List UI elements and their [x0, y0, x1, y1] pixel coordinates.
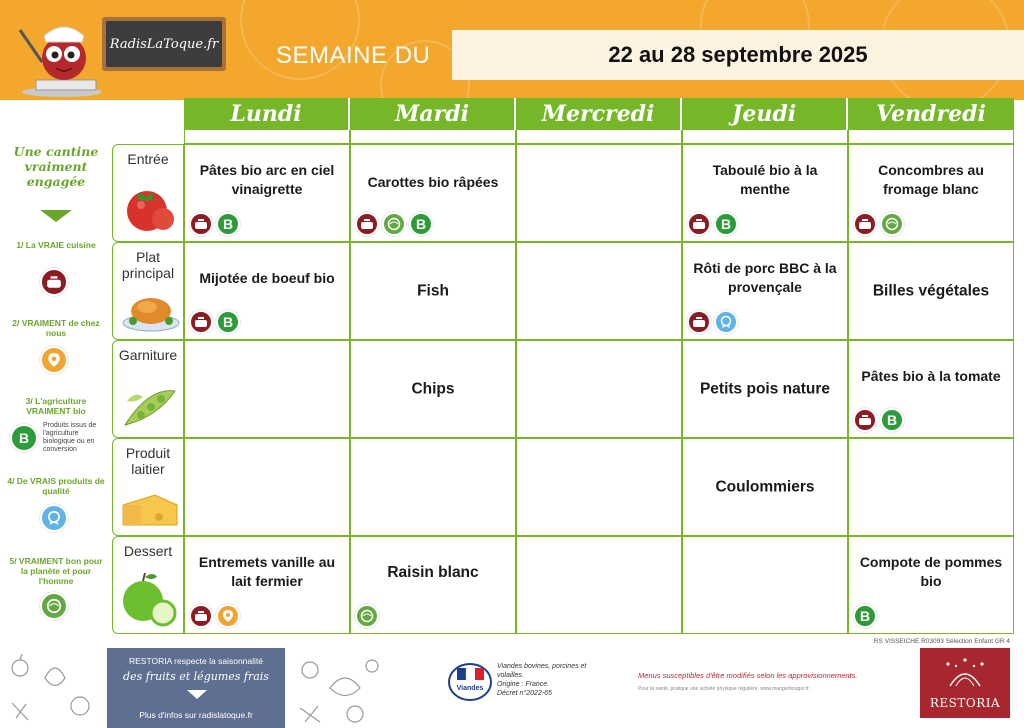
pot-icon: [687, 212, 711, 236]
quality-medal-icon: [714, 310, 738, 334]
menu-cell-lundi-dessert: [184, 536, 350, 634]
dish-name: Billes végétales: [872, 282, 990, 300]
day-spacer: [682, 130, 848, 144]
chevron-down-icon: [187, 690, 207, 699]
dish-name: Mijotée de boeuf bio: [199, 270, 335, 286]
planet-icon: [40, 592, 68, 620]
day-spacer: [350, 130, 516, 144]
day-header-mercredi: Mercredi: [516, 98, 682, 130]
pot-icon: [853, 408, 877, 432]
menu-cell-jeudi-garniture: [682, 340, 848, 438]
menu-cell-mardi-plat: [350, 242, 516, 340]
badge-row: [189, 310, 240, 334]
week-dates-box: [452, 30, 1024, 80]
cheese-icon: [121, 491, 179, 529]
dish-name: Raisin blanc: [387, 564, 479, 581]
quality-medal-icon: [40, 504, 68, 532]
menu-cell-mercredi-plat: [516, 242, 682, 340]
legend-item-qualite: 4/ De VRAIS produits de qualité: [7, 476, 105, 496]
pot-icon: [687, 310, 711, 334]
menu-cell-lundi-entree: [184, 144, 350, 242]
menu-change-notice: Menus susceptibles d'être modifiés selon les approvisionnements.: [638, 671, 858, 680]
brand-logo[interactable]: [102, 17, 226, 71]
restoria-logo: [920, 648, 1010, 718]
badge-row: [687, 212, 738, 236]
bio-b-icon: B: [409, 212, 433, 236]
menu-cell-mardi-entree: [350, 144, 516, 242]
menu-cell-mardi-laitier: [350, 438, 516, 536]
tomato-icon: [121, 177, 177, 235]
menu-cell-jeudi-dessert: [682, 536, 848, 634]
category-label: Entrée: [127, 151, 169, 167]
seasonality-link[interactable]: Plus d'infos sur radislatoque.fr: [139, 710, 253, 720]
seasonality-line1: RESTORIA respecte la saisonnalité: [128, 656, 264, 666]
menu-cell-jeudi-laitier: [682, 438, 848, 536]
menu-cell-vendredi-garniture: [848, 340, 1014, 438]
pot-icon: [40, 268, 68, 296]
dish-name: Taboulé bio à la menthe: [712, 162, 818, 197]
category-label: Produit laitier: [125, 445, 171, 477]
meat-origin-line: Viandes bovines, porcines et volailles.: [497, 663, 587, 679]
header-banner: [0, 0, 1024, 100]
menu-cell-vendredi-laitier: [848, 438, 1014, 536]
meat-origin-line: Origine : France.: [497, 681, 550, 688]
week-label: SEMAINE DU: [276, 42, 431, 69]
menu-cell-lundi-garniture: [184, 340, 350, 438]
badge-row: [355, 604, 379, 628]
menu-cell-jeudi-plat: [682, 242, 848, 340]
menu-cell-mardi-dessert: [350, 536, 516, 634]
day-header-mardi: Mardi: [350, 98, 516, 130]
badge-row: [355, 212, 433, 236]
dish-name: Chips: [411, 380, 455, 398]
brand-logo-text: RadisLaToque.fr: [109, 36, 219, 52]
day-spacer: [516, 130, 682, 144]
menu-cell-mercredi-entree: [516, 144, 682, 242]
menu-cell-jeudi-entree: [682, 144, 848, 242]
seasonality-line2: des fruits et légumes frais: [123, 670, 269, 683]
category-label: Dessert: [123, 543, 173, 559]
dish-name: Fish: [417, 282, 449, 300]
dish-name: Carottes bio râpées: [367, 174, 499, 190]
legend-item-planete: 5/ VRAIMENT bon pour la planète et pour l'homme: [9, 556, 103, 586]
day-spacer: [184, 130, 350, 144]
health-notice[interactable]: Pour ta santé, pratique une activité physique régulière. www.mangerbouger.fr.: [638, 686, 811, 692]
week-dates: 22 au 28 septembre 2025: [608, 42, 868, 67]
dish-name: Pâtes bio arc en ciel vinaigrette: [199, 162, 335, 197]
badge-row: [853, 604, 877, 628]
legend-item-cuisine: 1/ La VRAIE cuisine: [16, 240, 96, 250]
day-header-jeudi: Jeudi: [682, 98, 848, 130]
pot-icon: [189, 212, 213, 236]
category-dessert: [112, 536, 184, 634]
category-produit-laitier: [112, 438, 184, 536]
restoria-name: RESTORIA: [929, 696, 1001, 710]
menu-cell-lundi-plat: [184, 242, 350, 340]
apple-icon: [121, 571, 179, 627]
chef-mascot-icon: [14, 22, 104, 98]
menu-cell-vendredi-entree: [848, 144, 1014, 242]
bio-b-icon: B: [216, 310, 240, 334]
pot-icon: [853, 212, 877, 236]
dish-name: Pâtes bio à la tomate: [861, 368, 1001, 384]
day-spacer: [848, 130, 1014, 144]
menu-cell-vendredi-dessert: [848, 536, 1014, 634]
badge-row: [853, 212, 904, 236]
roast-chicken-icon: [121, 285, 181, 333]
meat-origin-line: Décret n°2022-65: [497, 690, 552, 697]
menu-cell-mercredi-laitier: [516, 438, 682, 536]
badge-row: [853, 408, 904, 432]
menu-cell-mercredi-garniture: [516, 340, 682, 438]
bio-b-icon: B: [880, 408, 904, 432]
day-header-vendredi: Vendredi: [848, 98, 1014, 130]
local-pin-icon: [40, 346, 68, 374]
dish-name: Rôti de porc BBC à la provençale: [693, 260, 837, 295]
pot-icon: [189, 310, 213, 334]
day-header-lundi: Lundi: [184, 98, 350, 130]
legend-item-local: 2/ VRAIMENT de chez nous: [12, 318, 100, 338]
planet-icon: [382, 212, 406, 236]
local-pin-icon: [216, 604, 240, 628]
dish-name: Coulommiers: [715, 478, 815, 496]
menu-cell-mardi-garniture: [350, 340, 516, 438]
category-label: Garniture: [118, 347, 178, 363]
bio-b-icon: B: [10, 424, 38, 452]
badge-row: [189, 212, 240, 236]
pot-icon: [189, 604, 213, 628]
chevron-down-icon: [40, 210, 72, 222]
dish-name: Entremets vanille au lait fermier: [198, 554, 336, 589]
menu-cell-mercredi-dessert: [516, 536, 682, 634]
meat-origin-info: [497, 662, 597, 698]
category-garniture: [112, 340, 184, 438]
legend-bio-note: Produits issus de l'agriculture biologique ou en conversion: [43, 422, 97, 453]
reference-code: RS VISSEICHE R03093 Sélection Enfant GR 4: [873, 638, 1010, 645]
pot-icon: [355, 212, 379, 236]
dish-name: Concombres au fromage blanc: [878, 162, 984, 197]
category-label: Plat principal: [121, 249, 175, 281]
dish-name: Petits pois nature: [699, 380, 831, 398]
bio-b-icon: B: [216, 212, 240, 236]
viandes-francaises-badge-text: Viandes: [456, 685, 484, 692]
peas-icon: [121, 381, 179, 431]
badge-row: [687, 310, 738, 334]
viandes-francaises-logo-icon: [447, 662, 493, 702]
menu-cell-lundi-laitier: [184, 438, 350, 536]
seasonality-banner: [107, 648, 285, 728]
category-plat-principal: [112, 242, 184, 340]
legend-item-bio: 3/ L'agriculture VRAIMENT bio: [25, 396, 87, 416]
bio-b-icon: B: [853, 604, 877, 628]
dish-name: Compote de pommes bio: [859, 554, 1003, 589]
badge-row: [189, 604, 240, 628]
bio-b-icon: B: [714, 212, 738, 236]
menu-cell-vendredi-plat: [848, 242, 1014, 340]
legend-title: Une cantine vraiment engagée: [13, 144, 99, 189]
category-entree: [112, 144, 184, 242]
restoria-emblem-icon: [920, 654, 1010, 694]
planet-icon: [880, 212, 904, 236]
planet-icon: [355, 604, 379, 628]
